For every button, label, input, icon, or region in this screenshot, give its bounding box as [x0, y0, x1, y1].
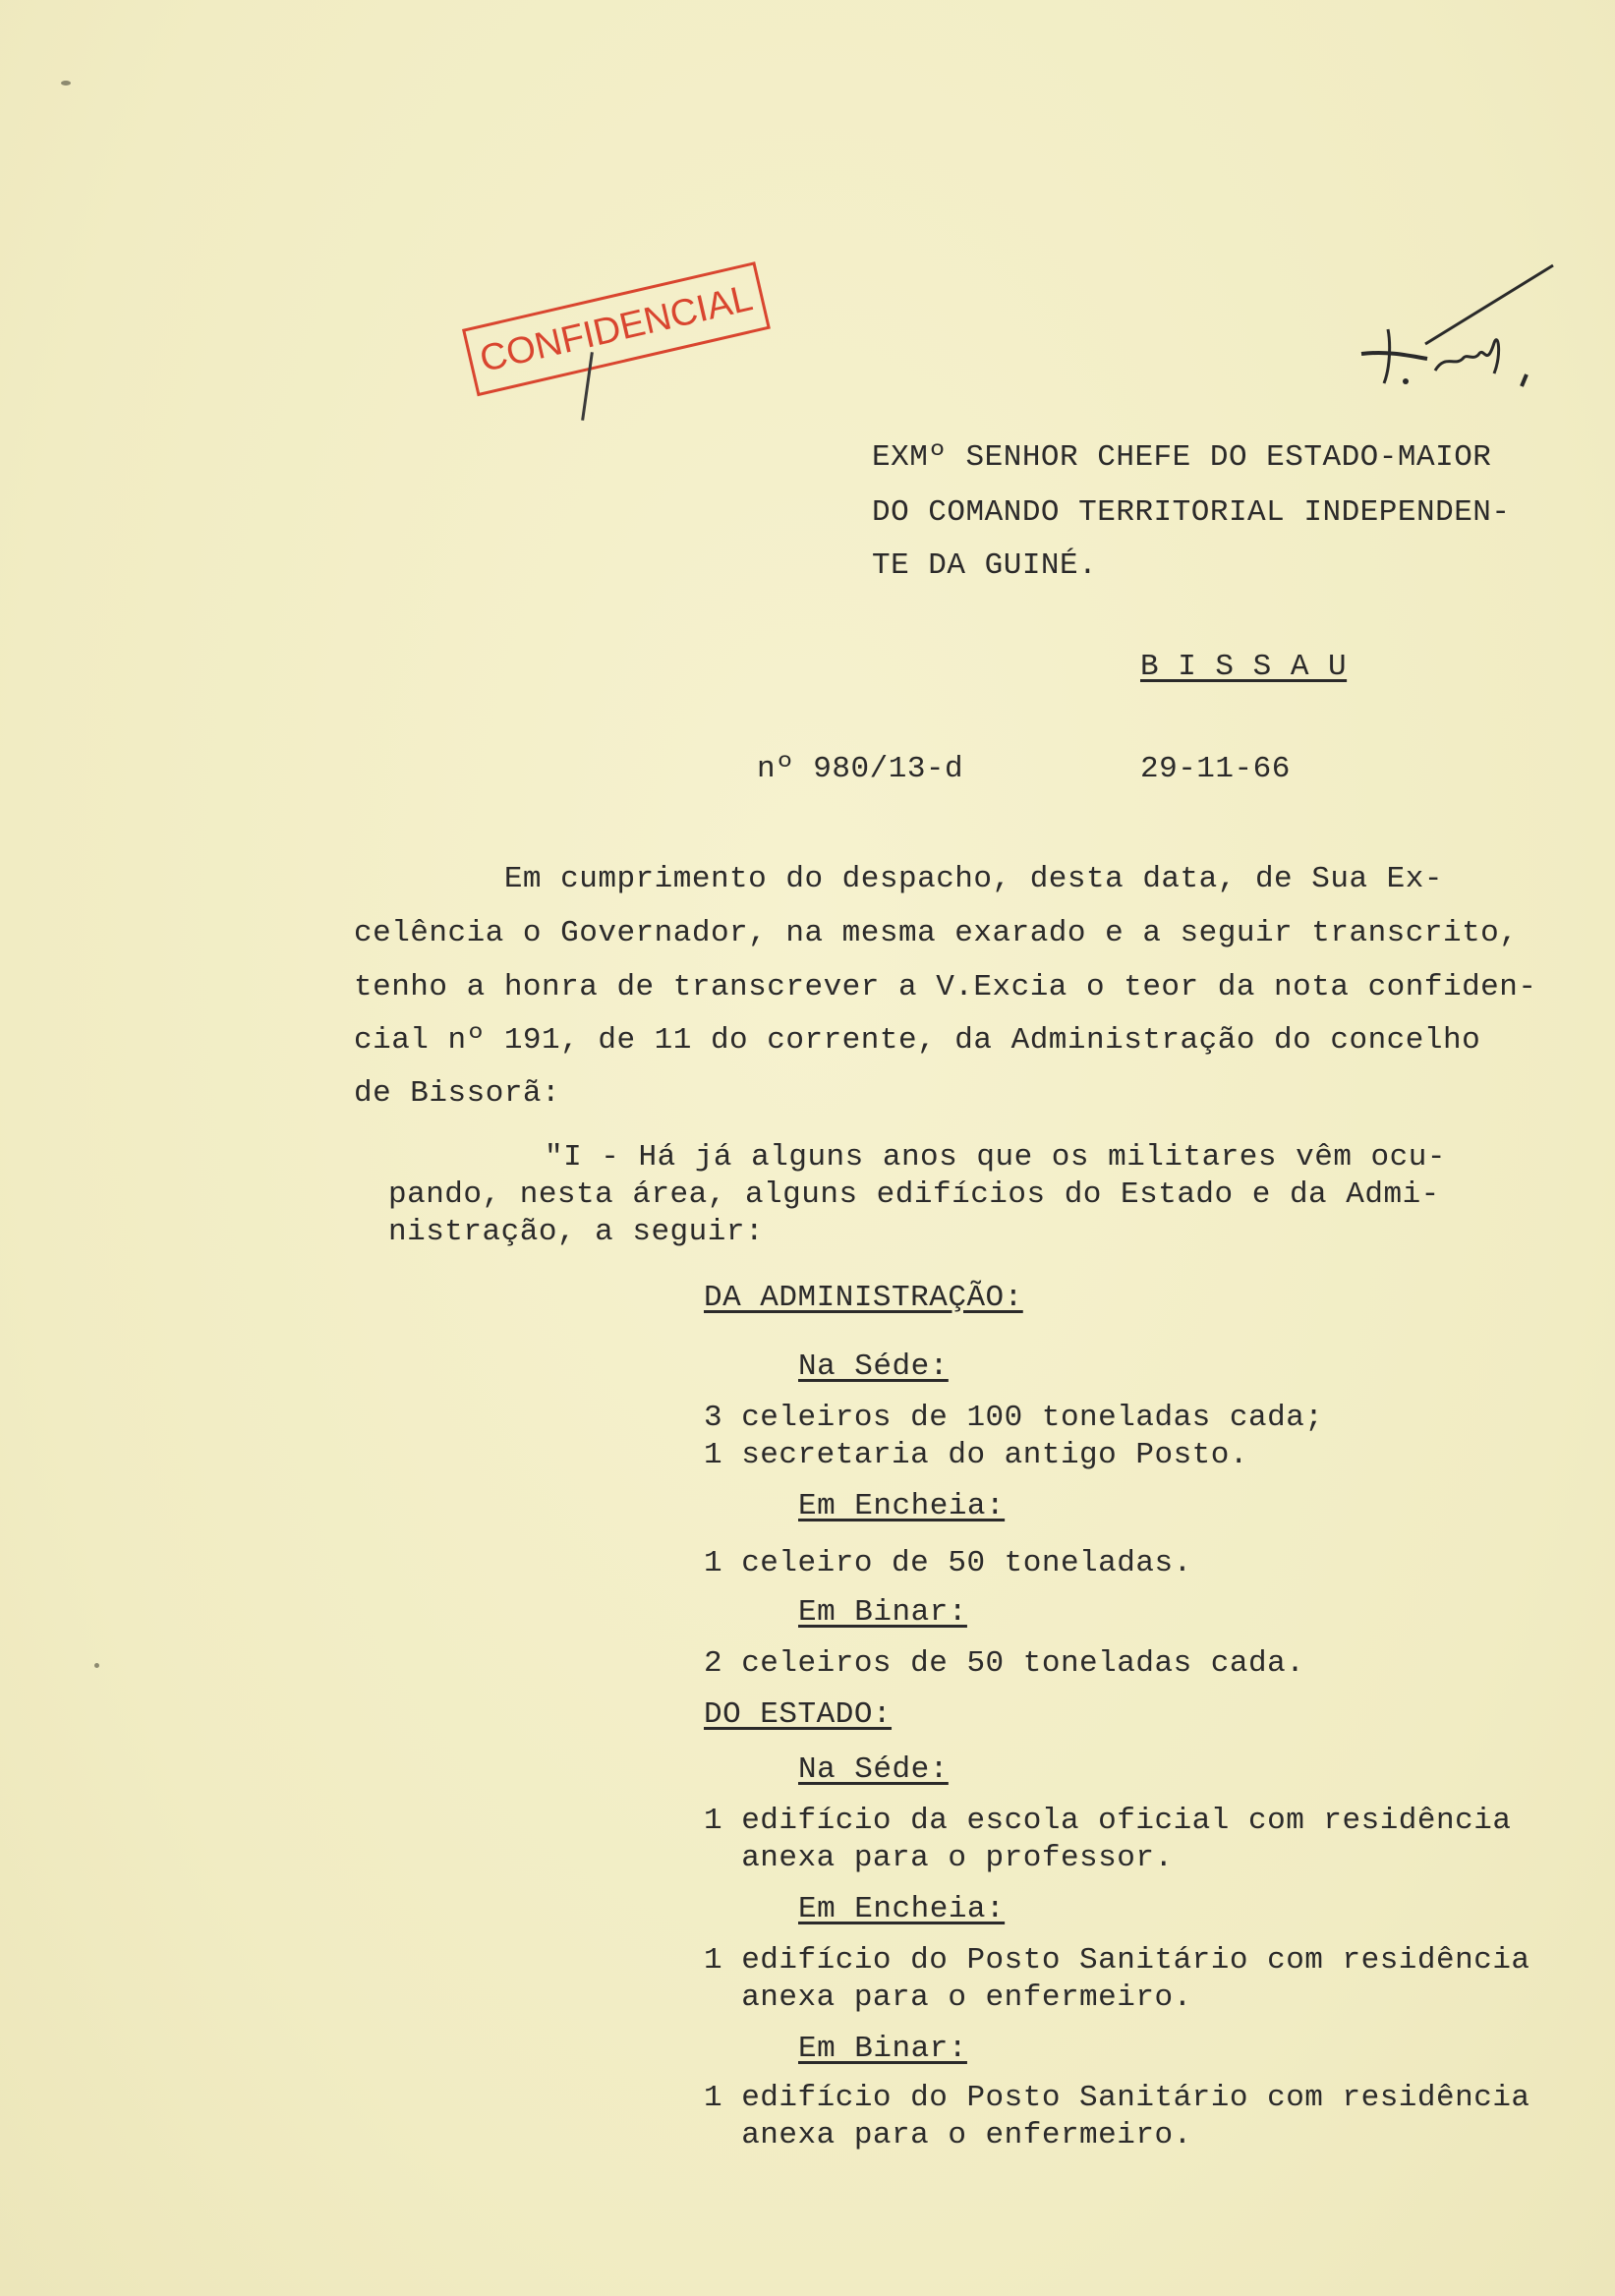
body-line-3: tenho a honra de transcrever a V.Excia o teor da nota confiden-: [354, 970, 1537, 1004]
list-item: 1 edifício da escola oficial com residência: [704, 1804, 1512, 1838]
confidential-stamp: CONFIDENCIAL: [462, 261, 771, 396]
list-item: 1 celeiro de 50 toneladas.: [704, 1546, 1192, 1580]
quote-line-3: nistração, a seguir:: [388, 1215, 765, 1249]
subsection-em-encheia: Em Encheia:: [798, 1489, 1006, 1523]
list-item: 1 edifício do Posto Sanitário com residência: [704, 2081, 1530, 2115]
addressee-line-1: EXMº SENHOR CHEFE DO ESTADO-MAIOR: [872, 440, 1492, 475]
paper-speck: [94, 1663, 99, 1668]
body-line-2: celência o Governador, na mesma exarado e a seguir transcrito,: [354, 916, 1519, 950]
body-line-4: cial nº 191, de 11 do corrente, da Administração do concelho: [354, 1023, 1481, 1058]
section-administracao: DA ADMINISTRAÇÃO:: [704, 1281, 1023, 1315]
list-item: anexa para o enfermeiro.: [704, 1980, 1192, 2015]
list-item: 3 celeiros de 100 toneladas cada;: [704, 1401, 1324, 1435]
subsection-em-binar: Em Binar:: [798, 2032, 967, 2066]
list-item: 1 secretaria do antigo Posto.: [704, 1438, 1248, 1472]
list-item: 1 edifício do Posto Sanitário com residência: [704, 1943, 1530, 1978]
city-heading: B I S S A U: [1140, 650, 1348, 684]
quote-line-1: "I - Há já alguns anos que os militares vêm ocu-: [545, 1140, 1446, 1175]
body-line-1: Em cumprimento do despacho, desta data, de Sua Ex-: [354, 862, 1443, 896]
list-item: anexa para o professor.: [704, 1841, 1174, 1875]
document-date: 29-11-66: [1140, 752, 1291, 786]
list-item: 2 celeiros de 50 toneladas cada.: [704, 1646, 1305, 1681]
subsection-na-sede: Na Séde:: [798, 1349, 949, 1384]
handwritten-signature: [1347, 260, 1573, 408]
section-estado: DO ESTADO:: [704, 1697, 893, 1732]
addressee-line-3: TE DA GUINÉ.: [872, 548, 1098, 583]
addressee-line-2: DO COMANDO TERRITORIAL INDEPENDEN-: [872, 495, 1511, 530]
reference-number: nº 980/13-d: [757, 752, 964, 786]
subsection-em-encheia: Em Encheia:: [798, 1892, 1006, 1926]
list-item: anexa para o enfermeiro.: [704, 2118, 1192, 2152]
paper-speck: [61, 81, 71, 86]
subsection-na-sede: Na Séde:: [798, 1752, 949, 1787]
subsection-em-binar: Em Binar:: [798, 1595, 967, 1630]
body-line-5: de Bissorã:: [354, 1076, 561, 1111]
quote-line-2: pando, nesta área, alguns edifícios do Estado e da Admi-: [388, 1177, 1440, 1212]
